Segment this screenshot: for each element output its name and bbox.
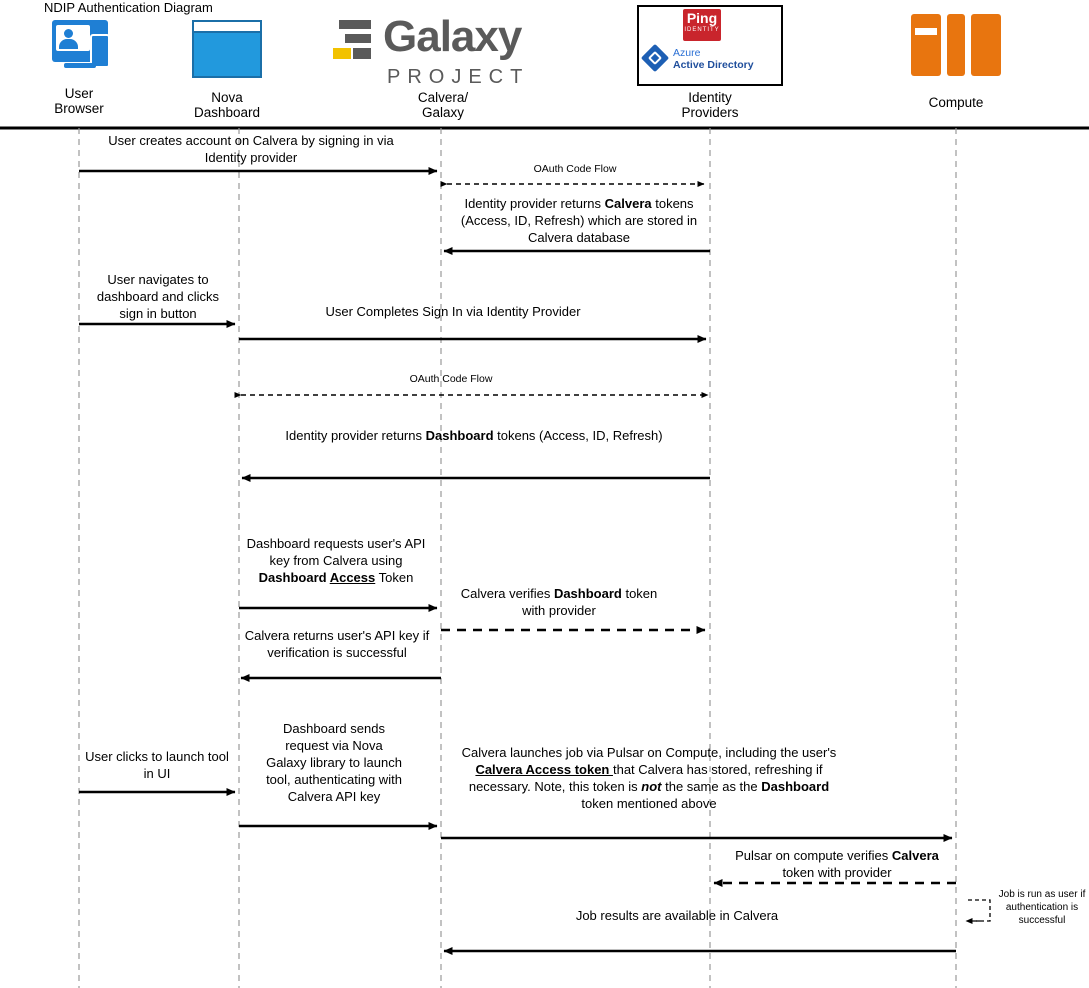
compute-icon — [911, 14, 1001, 76]
galaxy-logo-subtitle: PROJECT — [387, 66, 530, 88]
message-label-m16: Job results are available in Calvera — [575, 908, 779, 923]
actor-label-line1: Nova — [211, 90, 243, 105]
azure-ad-logo — [645, 47, 773, 77]
ping-azure-ad-icon — [637, 5, 783, 86]
message-label-m2: OAuth Code Flow — [533, 163, 617, 175]
message-label-m1: User creates account on Calvera by signing in via Identity provider — [108, 133, 394, 165]
user-browser-icon — [44, 14, 116, 74]
actor-label-line1: Compute — [928, 95, 984, 110]
message-label-m14: Pulsar on compute verifies Calvera token with provider — [735, 848, 939, 880]
ping-identity-logo — [683, 9, 721, 41]
message-label-m4: User navigates to dashboard and clicks sign in button — [96, 272, 220, 321]
message-label-m8: Dashboard requests user's API key from Calvera using Dashboard Access Token — [246, 536, 426, 585]
message-label-m5: User Completes Sign In via Identity Provider — [325, 304, 581, 319]
actor-label-line2: Dashboard — [193, 105, 261, 120]
message-label-m10: Calvera returns user's API key if verification is successful — [244, 628, 430, 660]
active-directory-label: Active Directory — [673, 59, 754, 71]
message-label-m6: OAuth Code Flow — [409, 373, 493, 385]
diagram-title: NDIP Authentication Diagram — [44, 0, 213, 15]
actor-label-nova-dashboard — [177, 90, 277, 120]
ping-sublabel: IDENTITY — [684, 27, 720, 33]
actor-label-line2: Browser — [54, 101, 104, 116]
actor-label-line2: Galaxy — [421, 105, 465, 120]
message-label-m7: Identity provider returns Dashboard tokens (Access, ID, Refresh) — [285, 428, 663, 443]
message-label-m15: Job is run as user if authentication is successful — [998, 889, 1086, 926]
actor-label-user-browser — [29, 86, 129, 116]
ping-label: Ping — [686, 10, 718, 26]
actor-label-line1: Identity — [688, 90, 732, 105]
actor-label-identity-providers — [660, 90, 760, 120]
azure-label: Azure — [673, 47, 701, 59]
galaxy-project-logo — [333, 12, 563, 92]
actor-label-compute — [906, 95, 1006, 110]
dashboard-window-icon — [192, 20, 262, 78]
azure-ad-diamond-icon — [641, 44, 669, 72]
actor-label-line1: Calvera/ — [417, 90, 469, 105]
message-label-m12: Dashboard sends request via Nova Galaxy library to launch tool, authenticating with Calvera API key — [266, 721, 402, 804]
galaxy-logo-name: Galaxy — [383, 12, 522, 61]
actor-label-calvera-galaxy — [393, 90, 493, 120]
actor-label-line2: Providers — [681, 105, 739, 120]
actor-label-line1: User — [64, 86, 94, 101]
message-label-m9: Calvera verifies Dashboard token with provider — [460, 586, 658, 618]
message-label-m3: Identity provider returns Calvera tokens (Access, ID, Refresh) which are stored in Calvera database — [460, 196, 698, 245]
message-label-m13: Calvera launches job via Pulsar on Compute, including the user's Calvera Access token that Calvera has stored, refreshing if necessary. Note, this token is not the same as the Dashboard token mentioned above — [461, 745, 837, 811]
message-label-m11: User clicks to launch tool in UI — [85, 749, 229, 781]
